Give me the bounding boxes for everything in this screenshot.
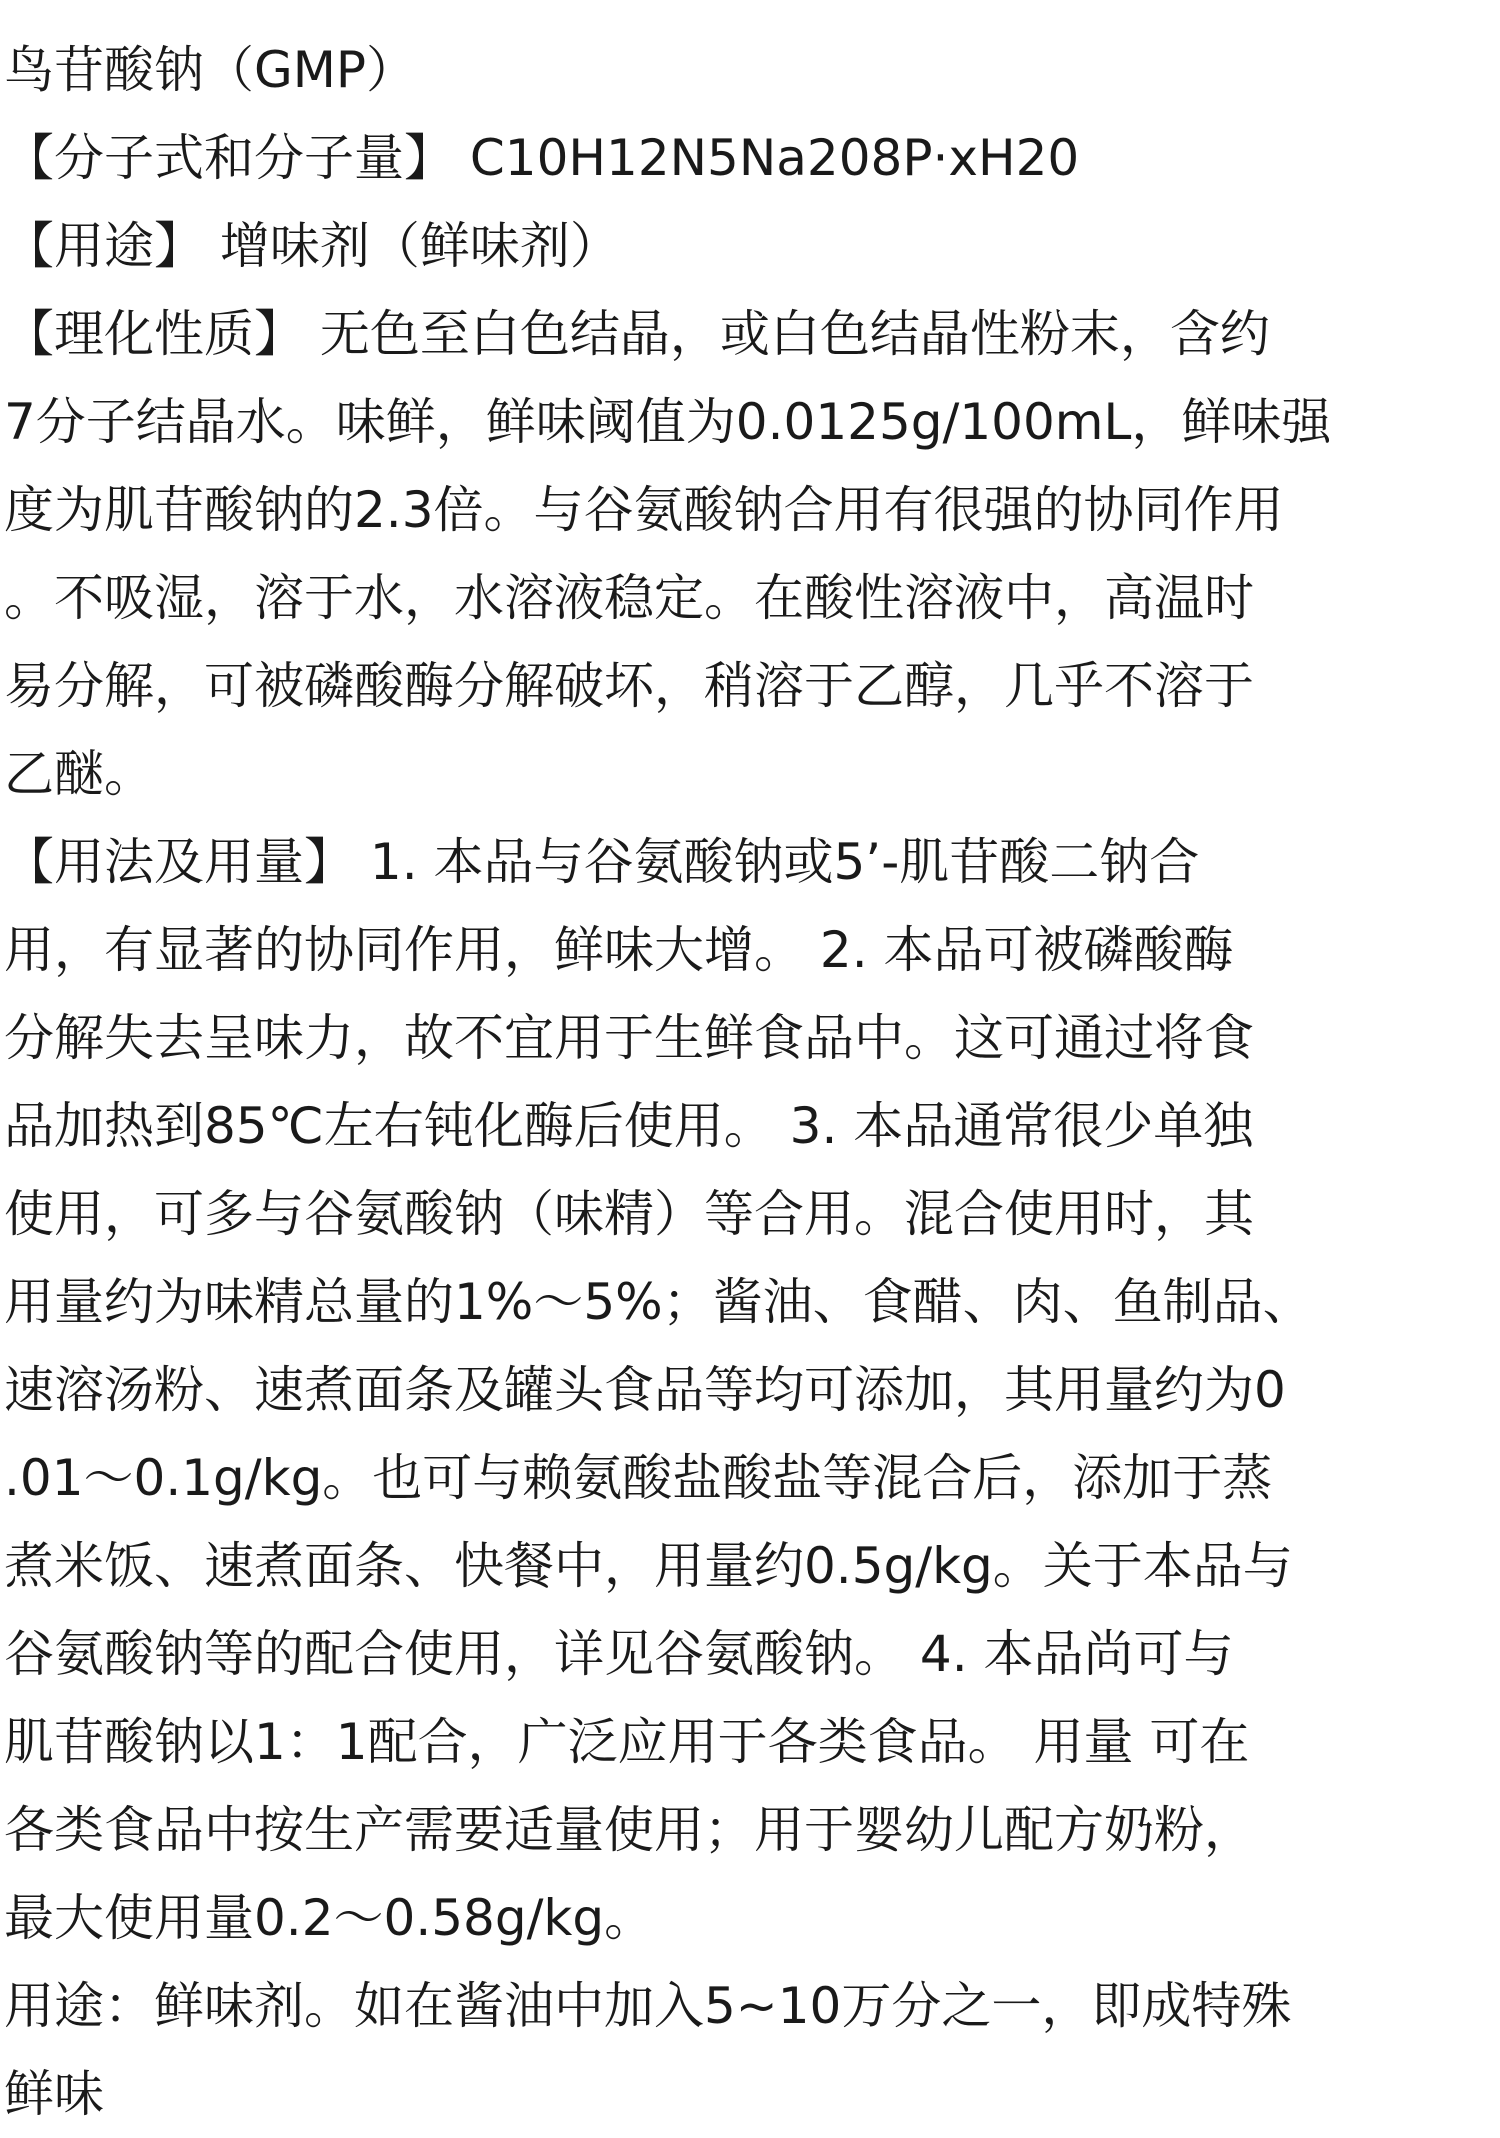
text-line: 7分子结晶水。味鲜，鲜味阈值为0.0125g/100mL，鲜味强 [4,393,1332,451]
text-line: 度为肌苷酸钠的2.3倍。与谷氨酸钠合用有很强的协同作用 [4,481,1284,539]
text-line: 用，有显著的协同作用，鲜味大增。 2. 本品可被磷酸酶 [4,921,1234,979]
text-line: 用量约为味精总量的1%～5%；酱油、食醋、肉、鱼制品、 [4,1273,1313,1331]
text-line: 最大使用量0.2～0.58g/kg。 [4,1889,655,1947]
text-line: 谷氨酸钠等的配合使用，详见谷氨酸钠。 4. 本品尚可与 [4,1625,1234,1683]
text-line: 鲜味 [4,2065,104,2123]
text-line: 速溶汤粉、速煮面条及罐头食品等均可添加，其用量约为0 [4,1361,1286,1419]
text-line: 使用，可多与谷氨酸钠（味精）等合用。混合使用时，其 [4,1185,1254,1243]
text-line: 【分子式和分子量】 C10H12N5Na208P·xH20 [4,129,1080,187]
text-line: 用途：鲜味剂。如在酱油中加入5~10万分之一，即成特殊 [4,1977,1292,2035]
text-line: 乙醚。 [4,745,154,803]
text-line: 易分解，可被磷酸酶分解破坏，稍溶于乙醇，几乎不溶于 [4,657,1254,715]
text-line: 。不吸湿，溶于水，水溶液稳定。在酸性溶液中，高温时 [4,569,1254,627]
text-line: 煮米饭、速煮面条、快餐中，用量约0.5g/kg。关于本品与 [4,1537,1293,1595]
text-line: 【用法及用量】 1. 本品与谷氨酸钠或5’-肌苷酸二钠合 [4,833,1200,891]
text-line: 【用途】 增味剂（鲜味剂） [4,217,620,275]
text-line: 品加热到85℃左右钝化酶后使用。 3. 本品通常很少单独 [4,1097,1254,1155]
text-line: 肌苷酸钠以1：1配合，广泛应用于各类食品。 用量 可在 [4,1713,1250,1771]
text-line: 【理化性质】 无色至白色结晶，或白色结晶性粉末，含约 [4,305,1270,363]
text-line: .01～0.1g/kg。也可与赖氨酸盐酸盐等混合后，添加于蒸 [4,1449,1273,1507]
text-line: 各类食品中按生产需要适量使用；用于婴幼儿配方奶粉， [4,1801,1254,1859]
text-line: 鸟苷酸钠（GMP） [4,41,417,99]
document-body [4,26,1484,2138]
text-line: 分解失去呈味力，故不宜用于生鲜食品中。这可通过将食 [4,1009,1254,1067]
